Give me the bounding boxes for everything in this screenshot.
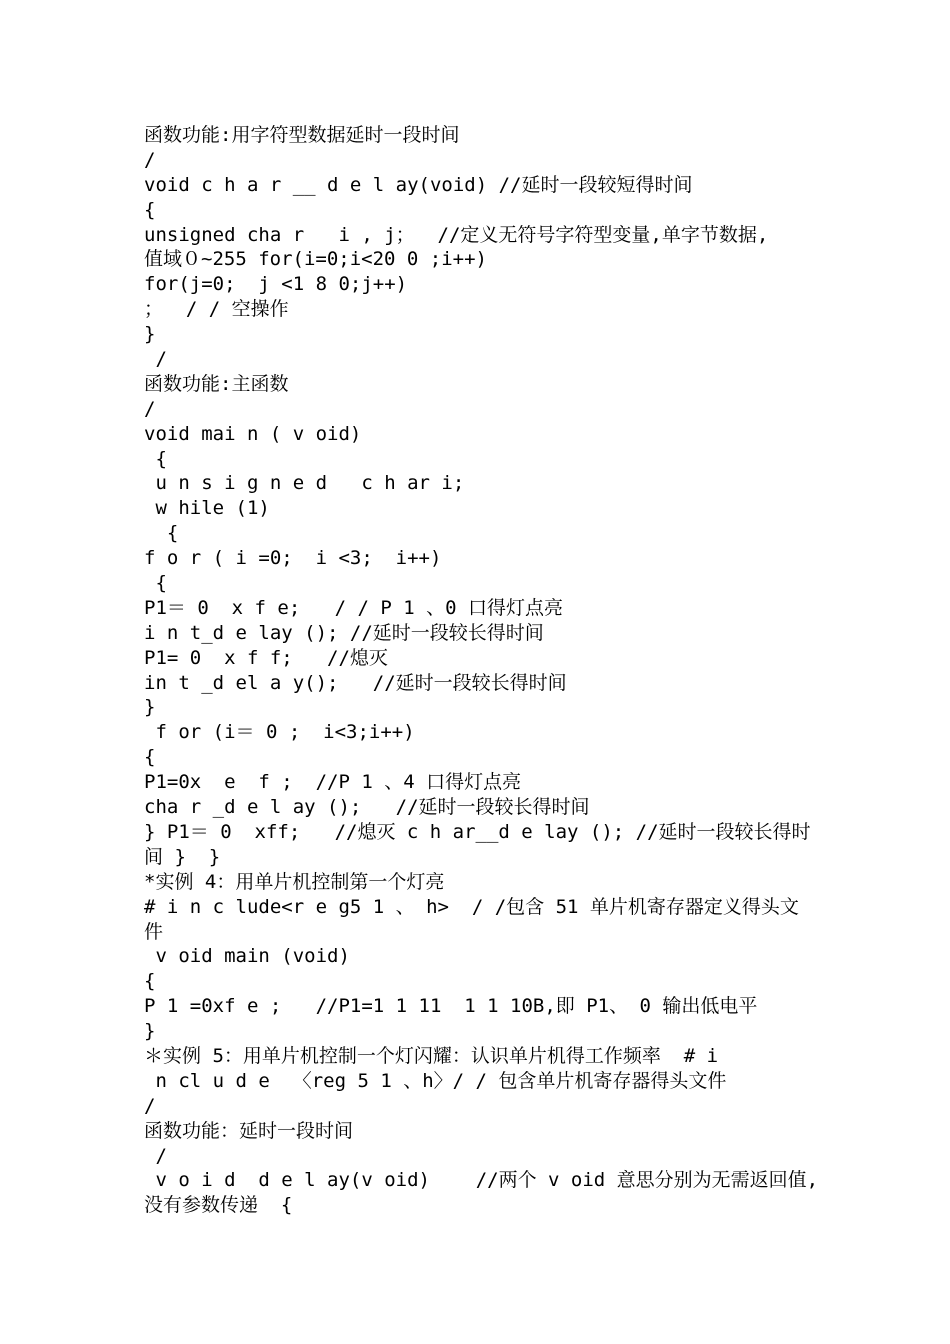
text-line: # i n c lude<r e g5 1 、 h> / /包含 51 单片机寄存器定义得头文 bbox=[144, 895, 799, 918]
text-line: } bbox=[144, 1020, 156, 1043]
text-line: 件 bbox=[144, 920, 164, 943]
text-line: for(j=0; j <1 8 0;j++) bbox=[144, 273, 408, 296]
text-line: cha r _d e l ay (); //延时一段较长得时间 bbox=[144, 796, 590, 819]
text-line: void c h a r __ d e l ay(void) //延时一段较短得时间 bbox=[144, 173, 693, 196]
text-line: 值域０~255 for(i=0;i<20 0 ;i++) bbox=[144, 248, 487, 271]
text-line: { bbox=[144, 746, 156, 769]
text-line: n cl u d e 〈reg 5 1 、h〉/ / 包含单片机寄存器得头文件 bbox=[144, 1069, 727, 1092]
text-line: } bbox=[144, 323, 156, 346]
text-line: P1=0x e f ; //P 1 、4 口得灯点亮 bbox=[144, 771, 522, 794]
text-line: 函数功能:用字符型数据延时一段时间 bbox=[144, 124, 460, 146]
text-line: u n s i g n e d c h ar i; bbox=[144, 472, 465, 495]
text-line: / bbox=[144, 148, 156, 171]
text-line: } bbox=[144, 696, 156, 719]
text-line: v o i d d e l ay(v oid) //两个 v oid 意思分别为无需返回值, bbox=[144, 1169, 819, 1192]
text-line: void mai n ( v oid) bbox=[144, 422, 362, 445]
text-line: ＊实例 5：用单片机控制一个灯闪耀：认识单片机得工作频率 # i bbox=[144, 1044, 719, 1067]
text-line: { bbox=[144, 522, 179, 545]
text-line: *实例 4：用单片机控制第一个灯亮 bbox=[144, 870, 445, 893]
text-line: } P1＝ 0 xff; //熄灭 c h ar__d e lay (); //延时一段较长得时 bbox=[144, 820, 811, 843]
text-line: i n t_d e lay (); //延时一段较长得时间 bbox=[144, 621, 544, 644]
text-line: 没有参数传递 { bbox=[144, 1194, 293, 1217]
text-line: P1＝ 0 x f e; / / P 1 、0 口得灯点亮 bbox=[144, 596, 563, 619]
text-line: / bbox=[144, 348, 167, 371]
text-line: w hile (1) bbox=[144, 497, 270, 520]
text-line: v oid main (void) bbox=[144, 945, 350, 968]
text-line: 间 } } bbox=[144, 845, 221, 868]
text-line: f o r ( i =0; i <3; i++) bbox=[144, 547, 442, 570]
text-line: { bbox=[144, 970, 156, 993]
text-line: unsigned cha r i , j； //定义无符号字符型变量,单字节数据, bbox=[144, 223, 769, 246]
text-line: 函数功能:主函数 bbox=[144, 372, 289, 395]
text-line: { bbox=[144, 572, 167, 595]
text-line: ； / / 空操作 bbox=[144, 298, 289, 321]
text-line: { bbox=[144, 447, 167, 470]
text-line: { bbox=[144, 198, 156, 221]
text-line: / bbox=[144, 1144, 167, 1167]
text-line: P1= 0 x f f; //熄灭 bbox=[144, 646, 388, 669]
text-line: P 1 =0xf e ; //P1=1 1 11 1 1 10B,即 P1、 0 输出低电平 bbox=[144, 995, 758, 1018]
text-line: 函数功能：延时一段时间 bbox=[144, 1119, 354, 1142]
text-line: / bbox=[144, 397, 156, 420]
text-line: f or (i＝ 0 ; i<3;i++) bbox=[144, 721, 415, 744]
code-text-block bbox=[144, 123, 824, 1218]
text-line: in t _d el a y(); //延时一段较长得时间 bbox=[144, 671, 567, 694]
text-line: / bbox=[144, 1094, 156, 1117]
